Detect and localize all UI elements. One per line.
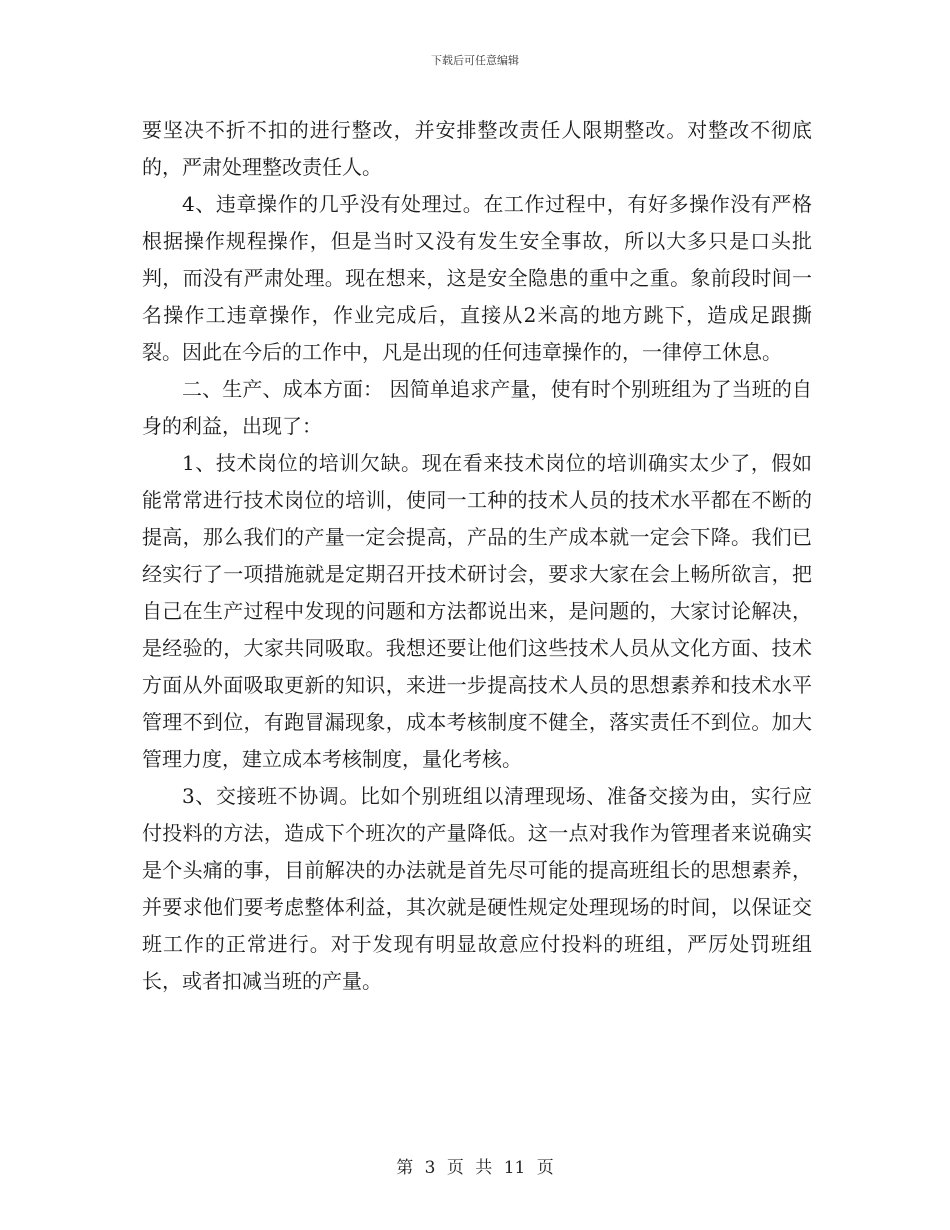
paragraph: 1、技术岗位的培训欠缺。现在看来技术岗位的培训确实太少了，假如能常常进行技术岗位的培训，使同一工种的技术人员的技术水平都在不断的提高，那么我们的产量一定会提高，产品的生产成本就一定会下降。我们已经实行了一项措施就是定期召开技术研讨会，要求大家在会上畅所欲言，把自己在生产过程中发现的问题和方法都说出来，是问题的，大家讨论解决，是经验的，大家共同吸取。我想还要让他们这些技术人员从文化方面、技术方面从外面吸取更新的知识，来进一步提高技术人员的思想素养和技术水平管理不到位，有跑冒漏现象，成本考核制度不健全，落实责任不到位。加大管理力度，建立成本考核制度，量化考核。: [142, 451, 812, 771]
page-footer: 第 3 页 共 11 页: [396, 1158, 554, 1178]
paragraph: 二、生产、成本方面： 因简单追求产量，使有时个别班组为了当班的自身的利益，出现了：: [142, 377, 812, 438]
page-header: 下载后可任意编辑: [431, 54, 519, 67]
paragraph: 4、违章操作的几乎没有处理过。在工作过程中，有好多操作没有严格根据操作规程操作，但是当时又没有发生安全事故，所以大多只是口头批判，而没有严肃处理。现在想来，这是安全隐患的重中之重。象前段时间一名操作工违章操作，作业完成后，直接从2米高的地方跳下，造成足跟撕裂。因此在今后的工作中，凡是出现的任何违章操作的，一律停工休息。: [142, 192, 812, 364]
paragraph: 3、交接班不协调。比如个别班组以清理现场、准备交接为由，实行应付投料的方法，造成下个班次的产量降低。这一点对我作为管理者来说确实是个头痛的事，目前解决的办法就是首先尽可能的提高班组长的思想素养，并要求他们要考虑整体利益，其次就是硬性规定处理现场的时间，以保证交班工作的正常进行。对于发现有明显故意应付投料的班组，严厉处罚班组长，或者扣减当班的产量。: [142, 784, 812, 993]
document-body: [142, 112, 812, 1000]
paragraph: 要坚决不折不扣的进行整改，并安排整改责任人限期整改。对整改不彻底的，严肃处理整改责任人。: [142, 118, 812, 179]
